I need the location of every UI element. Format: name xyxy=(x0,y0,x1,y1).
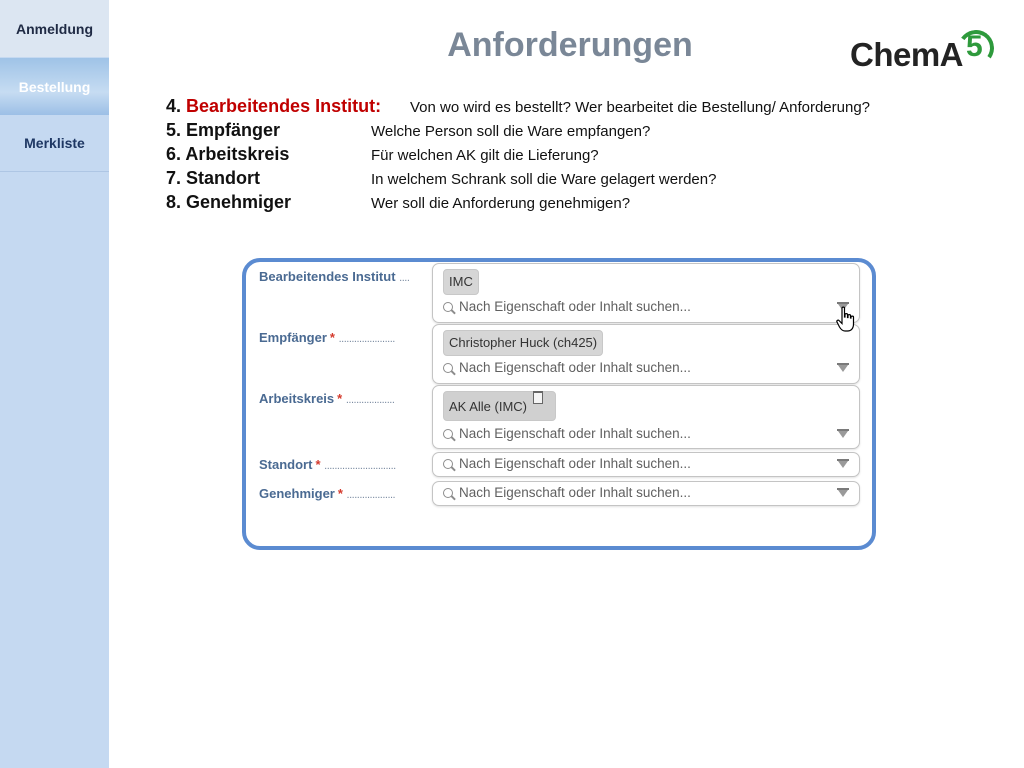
search-input-institut[interactable]: Nach Eigenschaft oder Inhalt suchen... xyxy=(459,299,691,314)
sidebar xyxy=(0,0,109,768)
standort-field[interactable] xyxy=(432,452,860,477)
requirement-desc: Wer soll die Anforderung genehmigen? xyxy=(371,195,631,212)
sidebar-item-merkliste[interactable]: Merkliste xyxy=(0,115,109,172)
requirement-number: 4. xyxy=(166,96,182,116)
search-input-genehmiger[interactable]: Nach Eigenschaft oder Inhalt suchen... xyxy=(459,485,691,500)
arbeitskreis-field[interactable] xyxy=(432,385,860,449)
requirement-desc: Welche Person soll die Ware empfangen? xyxy=(371,123,651,140)
search-icon xyxy=(443,363,453,373)
requirement-number: 6. xyxy=(166,144,182,164)
empfaenger-field[interactable] xyxy=(432,324,860,384)
logo-five: 5 xyxy=(966,30,983,63)
selected-chip-institut[interactable]: IMC xyxy=(443,269,479,295)
selected-chip-empfaenger[interactable]: Christopher Huck (ch425) xyxy=(443,330,603,356)
field-label-standort: Standort * ............................ xyxy=(259,457,396,472)
search-icon xyxy=(443,488,453,498)
requirement-key: Genehmiger xyxy=(186,192,292,212)
logo-text: ChemA xyxy=(850,36,964,73)
institut-field[interactable] xyxy=(432,263,860,323)
search-icon xyxy=(443,429,453,439)
requirement-desc: Von wo wird es bestellt? Wer bearbeitet die Bestellung/ Anforderung? xyxy=(410,99,871,116)
chema5-logo xyxy=(848,28,990,76)
requirement-key: Arbeitskreis xyxy=(185,144,290,164)
dropdown-icon[interactable] xyxy=(837,363,849,373)
sidebar-item-anmeldung[interactable]: Anmeldung xyxy=(0,0,109,57)
field-label-arbeitskreis: Arbeitskreis * ................... xyxy=(259,391,395,406)
trash-icon[interactable] xyxy=(533,391,543,404)
search-icon xyxy=(443,459,453,469)
requirement-desc: Für welchen AK gilt die Lieferung? xyxy=(371,147,599,164)
field-label-genehmiger: Genehmiger * ................... xyxy=(259,486,396,501)
requirement-desc: In welchem Schrank soll die Ware gelagert werden? xyxy=(371,171,717,188)
field-label-institut: Bearbeitendes Institut .... xyxy=(259,269,410,284)
requirement-number: 5. xyxy=(166,120,182,140)
sidebar-item-bestellung[interactable]: Bestellung xyxy=(0,58,109,115)
dropdown-icon[interactable] xyxy=(837,429,849,439)
selected-chip-arbeitskreis[interactable]: AK Alle (IMC) xyxy=(443,391,556,421)
search-icon xyxy=(443,302,453,312)
page-title: Anforderungen xyxy=(447,26,693,64)
requirement-number: 8. xyxy=(166,192,182,212)
search-input-arbeitskreis[interactable]: Nach Eigenschaft oder Inhalt suchen... xyxy=(459,426,691,441)
requirement-key: Standort xyxy=(186,168,261,188)
hand-cursor-icon xyxy=(836,306,856,332)
field-label-empfaenger: Empfänger * ...................... xyxy=(259,330,395,345)
genehmiger-field[interactable] xyxy=(432,481,860,506)
requirement-key: Bearbeitendes Institut: xyxy=(186,96,382,116)
dropdown-icon[interactable] xyxy=(837,459,849,469)
requirement-number: 7. xyxy=(166,168,182,188)
dropdown-icon[interactable] xyxy=(837,488,849,498)
search-input-empfaenger[interactable]: Nach Eigenschaft oder Inhalt suchen... xyxy=(459,360,691,375)
search-input-standort[interactable]: Nach Eigenschaft oder Inhalt suchen... xyxy=(459,456,691,471)
requirement-key: Empfänger xyxy=(186,120,281,140)
